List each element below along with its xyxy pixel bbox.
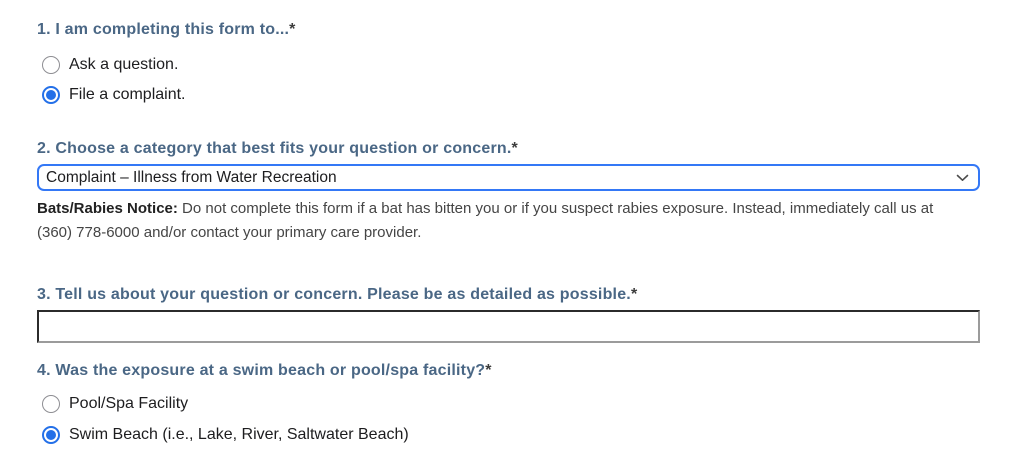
bats-rabies-notice (37, 197, 980, 245)
radio-button-unselected[interactable] (42, 56, 60, 74)
question-1-options (42, 56, 980, 104)
category-select[interactable] (37, 164, 980, 191)
radio-option-label: Ask a question. (69, 56, 179, 73)
radio-button-selected[interactable] (42, 86, 60, 104)
question-1-text: 1. I am completing this form to... (37, 21, 290, 38)
question-concern-input[interactable] (37, 310, 980, 343)
radio-option-ask-a-question[interactable] (42, 56, 980, 74)
category-select-wrapper (37, 164, 980, 191)
radio-option-swim-beach[interactable] (42, 426, 980, 444)
radio-option-file-a-complaint[interactable] (42, 86, 980, 104)
required-asterisk: * (289, 21, 296, 38)
required-asterisk: * (511, 140, 518, 157)
radio-option-label: Swim Beach (i.e., Lake, River, Saltwater Beach) (69, 426, 409, 443)
notice-body-line2: (360) 778-6000 and/or contact your primary care provider. (37, 224, 422, 241)
notice-body-line1: Do not complete this form if a bat has bitten you or if you suspect rabies exposure. Instead, immediately call us at (182, 200, 934, 217)
radio-button-selected[interactable] (42, 426, 60, 444)
radio-option-label: Pool/Spa Facility (69, 395, 189, 412)
question-2-text: 2. Choose a category that best fits your question or concern. (37, 140, 512, 157)
question-1-heading (37, 21, 980, 39)
question-4-text: 4. Was the exposure at a swim beach or pool/spa facility? (37, 362, 486, 379)
question-2-heading (37, 140, 980, 158)
question-3-heading (37, 286, 980, 304)
radio-option-pool-spa-facility[interactable] (42, 395, 980, 413)
question-3-text: 3. Tell us about your question or concern. Please be as detailed as possible. (37, 286, 631, 303)
radio-option-label: File a complaint. (69, 86, 186, 103)
notice-title: Bats/Rabies Notice: (37, 200, 178, 217)
question-4-options (42, 395, 980, 444)
radio-button-unselected[interactable] (42, 395, 60, 413)
question-4-heading (37, 362, 980, 380)
required-asterisk: * (630, 286, 638, 303)
required-asterisk: * (485, 362, 492, 379)
